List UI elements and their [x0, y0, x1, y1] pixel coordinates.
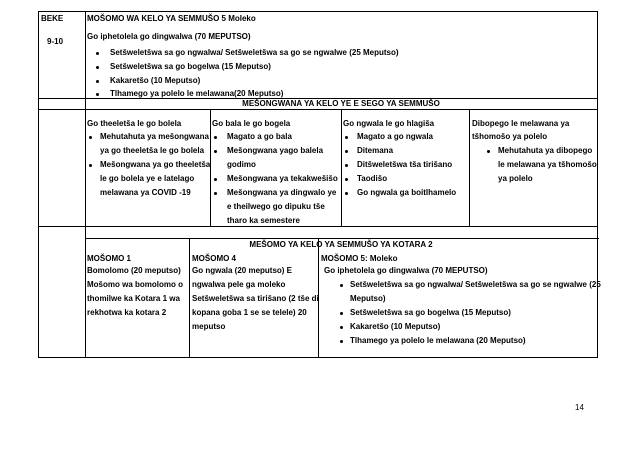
list-item: Setšweletšwa sa go bogelwa (15 Meputso): [350, 308, 511, 317]
bullet-icon: [96, 80, 99, 83]
beke-label: BEKE: [41, 14, 64, 23]
list-item: Mešongwana ya dingwalo ye: [227, 188, 337, 197]
skills-heading: MEŠONGWANA YA KELO YE E SEGO YA SEMMUŠO: [242, 99, 440, 108]
list-item: Ditemana: [357, 146, 394, 155]
bullet-icon: [345, 150, 348, 153]
list-item: Go ngwala ga boitlhamelo: [357, 188, 457, 197]
column-divider: [341, 109, 342, 226]
task1-line: rekhotwa ka kotara 2: [87, 308, 167, 317]
task1-line: thomilwe ka Kotara 1 wa: [87, 294, 180, 303]
bullet-icon: [345, 178, 348, 181]
row-divider: [85, 238, 599, 239]
list-item: Setšweletšwa sa go ngwalwa/ Setšweletšwa sa go se ngwalwe (25 Meputso): [110, 48, 399, 57]
list-item: ya go theeletša le go bolela: [100, 146, 205, 155]
list-item: Magato a go bala: [227, 132, 292, 141]
list-item: Mehutahuta ya mešongwana: [100, 132, 209, 141]
task5-subtitle: Go iphetolela go dingwalwa (70 MEPUTSO): [324, 266, 488, 275]
list-item: godimo: [227, 160, 256, 169]
list-item: Kakaretšo (10 Meputso): [110, 76, 201, 85]
bullet-icon: [345, 164, 348, 167]
list-item: Ditšweletšwa tša tirišano: [357, 160, 453, 169]
column-divider: [189, 238, 190, 358]
list-item: Tlhamego ya polelo le melawana (20 Meputso): [350, 336, 526, 345]
task4-line: meputso: [192, 322, 226, 331]
bullet-icon: [214, 150, 217, 153]
list-item: melawana ya COVID -19: [100, 188, 191, 197]
bullet-icon: [340, 284, 343, 287]
task4-line: Go ngwala (20 meputso) E: [192, 266, 293, 275]
task-subtitle: Go iphetolela go dingwalwa (70 MEPUTSO): [87, 32, 251, 41]
list-item: Mešongwana yago balela: [227, 146, 324, 155]
bullet-icon: [340, 312, 343, 315]
list-item: Mešongwana ya go theeletša: [100, 160, 211, 169]
list-item: le melawana ya tšhomošo: [498, 160, 597, 169]
task-title: MOŠOMO WA KELO YA SEMMUŠO 5 Moleko: [87, 14, 256, 23]
task1-line: Mošomo wa bomolomo o: [87, 280, 183, 289]
row-divider: [39, 109, 597, 110]
task4-line: ngwalwa pele ga moleko: [192, 280, 286, 289]
task1-line: Bomolomo (20 meputso): [87, 266, 181, 275]
column-divider: [469, 109, 470, 226]
list-item: Kakaretšo (10 Meputso): [350, 322, 441, 331]
task1-title: MOŠOMO 1: [87, 254, 132, 263]
list-item: Meputso): [350, 294, 386, 303]
bullet-icon: [89, 164, 92, 167]
bullet-icon: [214, 178, 217, 181]
task4-title: MOŠOMO 4: [192, 254, 237, 263]
list-item: Mešongwana ya tekakwešišo: [227, 174, 338, 183]
bullet-icon: [340, 326, 343, 329]
list-item: tharo ka semestere: [227, 216, 300, 225]
bullet-icon: [345, 192, 348, 195]
bullet-icon: [96, 66, 99, 69]
bullet-icon: [96, 93, 99, 96]
bullet-icon: [345, 136, 348, 139]
list-item: Taodišo: [357, 174, 388, 183]
week-number: 9-10: [47, 37, 64, 46]
list-item: Tlhamego ya polelo le melawana(20 Meputso): [110, 89, 284, 98]
row-divider: [39, 226, 597, 227]
term2-heading: MEŠOMO YA KELO YA SEMMUŠO YA KOTARA 2: [249, 240, 433, 249]
list-item: le go bolela ye e latelago: [100, 174, 195, 183]
column-divider: [85, 12, 86, 358]
task5-title: MOŠOMO 5: Moleko: [321, 254, 398, 263]
col4-title-line2: tšhomošo ya polelo: [472, 132, 548, 141]
bullet-icon: [214, 192, 217, 195]
list-item: Mehutahuta ya dibopego: [498, 146, 593, 155]
list-item: Magato a go ngwala: [357, 132, 434, 141]
col4-title: Dibopego le melawana ya: [472, 119, 570, 128]
task4-line: kopana goba 1 se se telele) 20: [192, 308, 307, 317]
bullet-icon: [487, 150, 490, 153]
list-item: e theilwego go dipuku tše: [227, 202, 325, 211]
col1-title: Go theeletša le go bolela: [87, 119, 182, 128]
col2-title: Go bala le go bogela: [212, 119, 291, 128]
list-item: Setšweletšwa sa go bogelwa (15 Meputso): [110, 62, 271, 71]
list-item: Setšweletšwa sa go ngwalwa/ Setšweletšwa sa go se ngwalwe (25: [350, 280, 601, 289]
page-number: 14: [575, 403, 584, 412]
bullet-icon: [89, 136, 92, 139]
task4-line: Setšweletšwa sa tirišano (2 tše di: [192, 294, 319, 303]
bullet-icon: [214, 136, 217, 139]
col3-title: Go ngwala le go hlagiša: [343, 119, 435, 128]
bullet-icon: [340, 340, 343, 343]
bullet-icon: [96, 52, 99, 55]
list-item: ya polelo: [498, 174, 533, 183]
